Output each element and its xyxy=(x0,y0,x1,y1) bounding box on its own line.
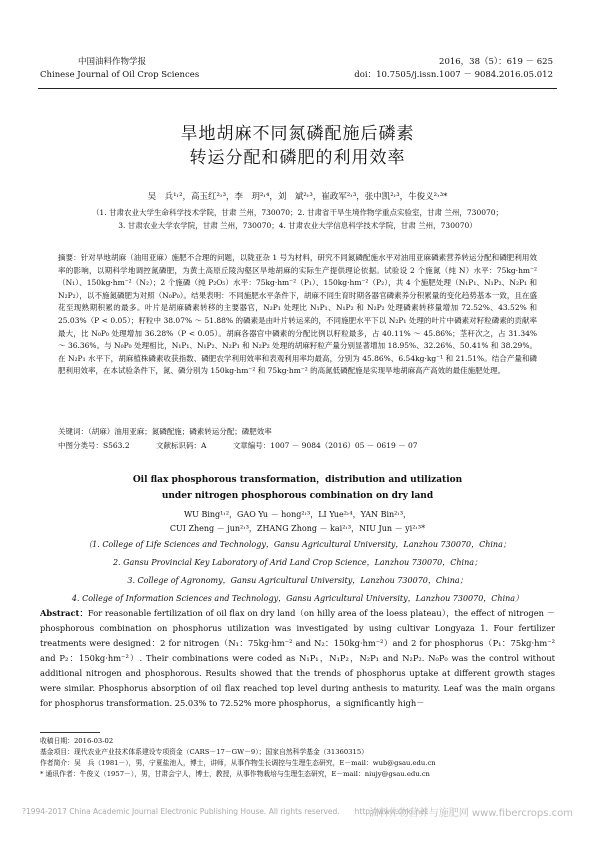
footnotes xyxy=(40,736,555,780)
corresponding-author: * 通讯作者：牛俊义（1957－），男，甘肃会宁人，博士，教授，从事作物栽培与生理生态研究，E－mail：niujy@gsau.edu.cn xyxy=(40,770,430,778)
en-affiliation-line: 3. College of Agronomy，Gansu Agricultural University，Lanzhou 730070，China； xyxy=(127,576,468,585)
affiliations-cn xyxy=(50,206,545,232)
authors-en xyxy=(0,508,595,536)
header-rule xyxy=(38,88,557,89)
funding: 基金项目：现代农业产业技术体系建设专项资金（CARS－17－GW－9）；国家自然科学基金（31360315） xyxy=(40,748,368,756)
author-bio: 作者简介：吴 兵（1981－），男，宁夏盐池人，博士，讲师，从事作物生长调控与生理生态研究，E－mail：wub@gsau.edu.cn xyxy=(40,759,436,767)
en-affiliation-line: 2. Gansu Provincial Key Laboratory of Arid Land Crop Science，Lanzhou 730070，China； xyxy=(112,558,483,567)
page-bottom-bar xyxy=(0,806,595,820)
title-line-1: 旱地胡麻不同氮磷配施后磷素 xyxy=(180,124,415,144)
article-title-cn xyxy=(0,122,595,170)
affiliations-en xyxy=(40,536,555,608)
en-title-line-2: under nitrogen phosphorous combination on dry land xyxy=(161,491,434,501)
journal-name-cn: 中国油料作物学报 xyxy=(78,57,147,67)
article-title-en xyxy=(0,472,595,504)
article-number: 文章编号：1007 － 9084（2016）05 － 0619 － 07 xyxy=(232,441,418,450)
classification-line xyxy=(58,440,537,451)
abstract-cn: 摘要：针对旱地胡麻（油用亚麻）施肥不合理的问题，以陇亚杂 1 号为材料，研究不同氮磷配施水平对油用亚麻磷素营养转运分配和磷肥利用效率的影响，以期科学地调控氮磷肥，为黄土高原丘陵沟壑区旱地胡麻的实际生产提供理论依据。试验设 2 个施氮（纯 N）水平：75kg·hm⁻²（N₁）、150kg·hm⁻²（N₂）；2 个施磷（纯 P₂O₅）水平：75kg·hm⁻²（P₁）、150kg·hm⁻²（P₂），共 4 个施肥处理（N₁P₁、N₁P₂、N₂P₁ 和 N₂P₂），以不施氮磷肥为对照（N₀P₀）。结果表明：不同施肥水平条件下，胡麻不同生育时期各器官磷素养分积累量的变化趋势基本一致，且在盛花至现熟期积累的最多。叶片是胡麻磷素转移的主要器官，N₂P₁ 处理比 N₁P₁、N₁P₂ 和 N₂P₂ 处理磷素转移量增加 72.52%、43.52% 和 25.03%（P < 0.05）；籽粒中 38.07% ～ 51.88% 的磷素是由叶片转运来的，不同施肥水平下以 N₂P₁ 处理的叶片中磷素对籽粒磷素的贡献率最大，比 N₀P₀ 处理增加 36.28%（P < 0.05）。胡麻各器官中磷素的分配比例以籽粒最多，占 40.11% ～ 45.86%；茎秆次之，占 31.34% ～ 36.36%。与 N₀P₀ 处理相比，N₁P₁、N₁P₂、N₂P₁ 和 N₂P₂ 处理的胡麻籽粒产量分别显著增加 18.95%、32.26%、50.41% 和 38.29%。在 N₂P₁ 水平下，胡麻植株磷素收获指数、磷肥农学利用效率和表观利用率均最高，分别为 45.86%、6.54kg·kg⁻¹ 和 21.51%。结合产量和磷肥利用效率，在本试验条件下，氮、磷分别为 150kg·hm⁻² 和 75kg·hm⁻² 的高氮低磷配施是实现旱地胡麻高产高效的最佳施肥处理。 xyxy=(58,253,537,376)
journal-doi: doi：10.7505/j.issn.1007 － 9084.2016.05.012 xyxy=(354,70,553,80)
journal-volume: 2016，38（5）：619 － 625 xyxy=(439,57,553,67)
footnote-rule xyxy=(40,732,100,733)
affiliation-line: （1. 甘肃农业大学生命科学技术学院，甘肃 兰州，730070；2. 甘肃省干旱生境作物学重点实验室，甘肃 兰州，730070； xyxy=(91,208,504,217)
journal-header-right xyxy=(313,56,553,82)
abstract-en-text: For reasonable fertilization of oil flax on dry land（on hilly area of the loess plateau），the effect of nitrogen － phosphorous combination on phosphorus utilization was investigated by using cultivar Longyaza 1. Four fertilizer treatments were designed：2 for nitrogen（N₁：75kg·hm⁻² and N₂：150kg·hm⁻²）and 2 for phosphorus（P₁：75kg·hm⁻² and P₂：150kg·hm⁻²）. Their combinations were coded as N₁P₁，N₁P₂，N₂P₁ and N₂P₂. N₀P₀ was the control without additional nitrogen and phosphorous. Results showed that the trends of phosphorus uptake at different growth stages were similar. Phosphorus absorption of oil flax reached top level during anthesis to maturity. Leaf was the main organs for phosphorus transformation. 25.03% to 72.52% more phosphorus，a significantly high－ xyxy=(40,608,556,708)
authors-cn: 吴 兵¹˒²，高玉红²˒³，李 玥²˒⁴，刘 斌²˒³，崔政军²˒³，张中凯²˒³，牛俊义²˒³* xyxy=(147,192,448,202)
received-date: 收稿日期：2016-03-02 xyxy=(40,737,114,745)
affiliation-line: 3. 甘肃农业大学农学院，甘肃 兰州，730070；4. 甘肃农业大学信息科学技术学院，甘肃 兰州，730070） xyxy=(118,221,477,230)
journal-name-en: Chinese Journal of Oil Crop Sciences xyxy=(40,70,200,80)
watermark: 油料作物营养与施肥网 www.fibercrops.com xyxy=(368,808,573,819)
title-line-2: 转运分配和磷肥的利用效率 xyxy=(189,148,406,168)
en-affiliation-line: （1. College of Life Sciences and Technology，Gansu Agricultural University，Lanzhou 730070，China； xyxy=(84,540,511,549)
en-affiliation-line: 4. College of Information Sciences and Technology，Gansu Agricultural University，Lanzhou 730070，China） xyxy=(71,594,524,603)
clc-number: 中图分类号：S563.2 xyxy=(58,441,130,450)
keywords-cn: 关键词：（胡麻）油用亚麻；氮磷配施；磷素转运分配；磷肥效率 xyxy=(58,427,272,436)
en-authors-line-2: CUI Zheng － jun²˒³，ZHANG Zhong － kai²˒³，NIU Jun － yi²˒³* xyxy=(169,524,426,533)
journal-header-left xyxy=(40,56,280,82)
en-authors-line-1: WU Bing¹˒²，GAO Yu － hong²˒³，LI Yue²˒⁴，YAN Bin²˒³， xyxy=(183,510,412,519)
en-title-line-1: Oil flax phosphorous transformation，distribution and utilization xyxy=(132,475,463,485)
abstract-en xyxy=(40,606,555,711)
abstract-label: Abstract： xyxy=(40,608,88,618)
copyright-notice: ?1994-2017 China Academic Journal Electronic Publishing House. All rights reserved. http://www.cnki.net xyxy=(22,807,428,816)
document-code: 文献标识码：A xyxy=(156,441,207,450)
